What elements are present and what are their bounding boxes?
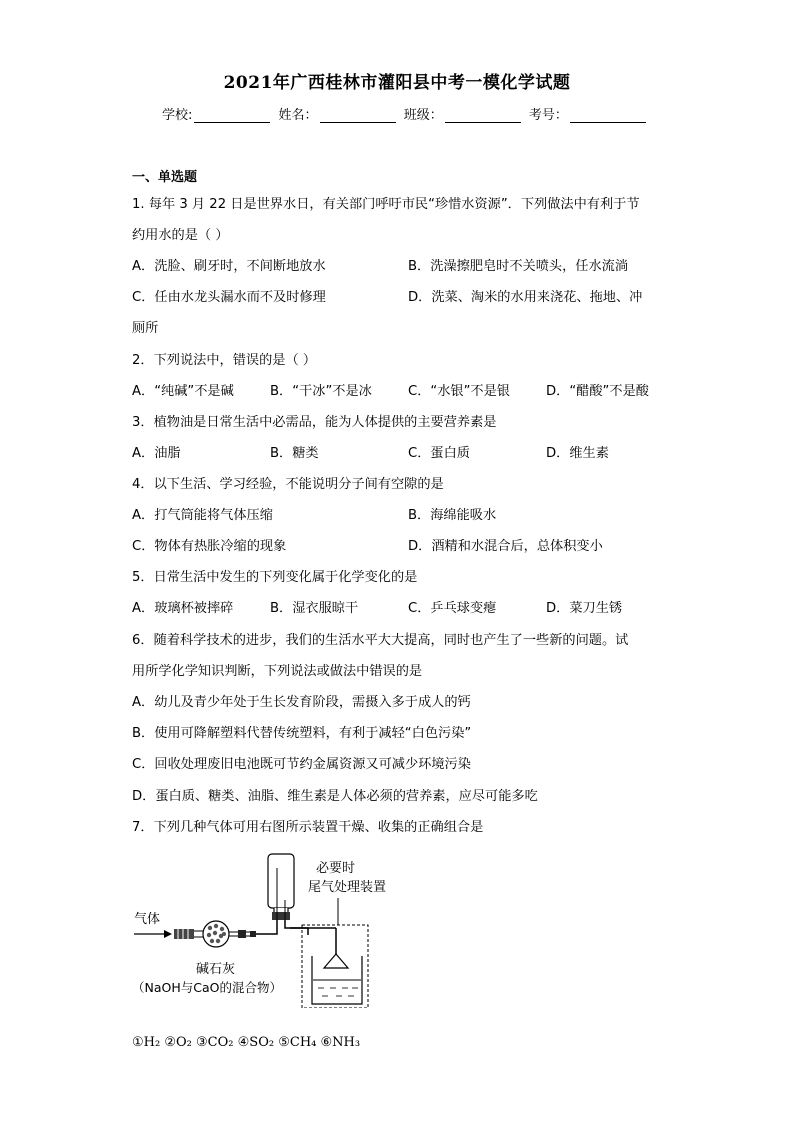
name-label: 姓名： [278,108,318,123]
q1-stem-line1: 1. 每年 3 月 22 日是世界水日，有关部门呼吁市民“珍惜水资源”．下列做法中有利于节 [132,197,640,212]
drying-tube-inlet [174,929,194,939]
apparatus-diagram [130,848,410,1008]
q7-stem: 7．下列几种气体可用右图所示装置干燥、收集的正确组合是 [132,820,484,835]
exam-title: 2021年广西桂林市灌阳县中考一模化学试题 [223,73,571,93]
q3-stem: 3．植物油是日常生活中必需品，能为人体提供的主要营养素是 [132,415,497,430]
inverted-funnel [324,954,348,968]
q1-stem-line2: 约用水的是（ ） [132,228,229,243]
q6-stem-line2: 用所学化学知识判断，下列说法或做法中错误的是 [132,664,423,679]
q2-stem: 2．下列说法中，错误的是（ ） [132,353,317,368]
beaker-liquid [318,988,358,996]
q5-option-a[interactable]: A．玻璃杯被摔碎 [132,601,234,616]
gas-option: ④SO₂ [237,1035,275,1050]
section-heading: 一、单选题 [132,170,198,185]
q3-option-d[interactable]: D．维生素 [546,446,609,461]
absorbent-label: 碱石灰 [196,962,236,977]
school-label: 学校: [162,108,193,123]
q1-option-d-cont: 厕所 [132,321,159,336]
note-line1: 必要时 [316,861,356,876]
gas-option: ③CO₂ [196,1035,234,1050]
absorbent-note: （NaOH与CaO的混合物） [132,980,282,995]
school-blank[interactable] [194,108,270,123]
q1-option-a[interactable]: A．洗脸、刷牙时，不间断地放水 [132,259,326,274]
student-info-row [162,104,650,123]
q6-option-c[interactable]: C．回收处理废旧电池既可节约金属资源又可减少环境污染 [132,757,471,772]
gas-option: ②O₂ [164,1035,192,1050]
q2-option-d[interactable]: D．“醋酸”不是酸 [546,384,649,399]
q2-option-a[interactable]: A．“纯碱”不是碱 [132,384,234,399]
gas-option: ①H₂ [132,1035,161,1050]
gas-option: ⑤CH₄ [278,1035,317,1050]
q5-option-c[interactable]: C．乒乓球变瘪 [408,601,497,616]
bottle-stopper [272,912,290,920]
q3-option-b[interactable]: B．糖类 [270,446,319,461]
q4-option-c[interactable]: C．物体有热胀冷缩的现象 [132,539,287,554]
collection-bottle [268,854,294,908]
q1-option-b[interactable]: B．洗澡擦肥皂时不关喷头，任水流淌 [408,259,629,274]
q2-option-b[interactable]: B．“干冰”不是冰 [270,384,372,399]
number-blank[interactable] [570,108,646,123]
note-line2: 尾气处理装置 [308,880,387,895]
q6-option-a[interactable]: A．幼儿及青少年处于生长发育阶段，需摄入多于成人的钙 [132,695,471,710]
gas-options [132,1035,360,1050]
q3-option-a[interactable]: A．油脂 [132,446,181,461]
number-label: 考号： [528,108,568,123]
q4-option-b[interactable]: B．海绵能吸水 [408,508,497,523]
q6-stem-line1: 6．随着科学技术的进步，我们的生活水平大大提高，同时也产生了一些新的问题。试 [132,633,629,648]
q4-stem: 4．以下生活、学习经验，不能说明分子间有空隙的是 [132,477,444,492]
class-label: 班级： [403,108,443,123]
q3-option-c[interactable]: C．蛋白质 [408,446,470,461]
arrow-head [164,930,172,938]
q1-option-d[interactable]: D．洗菜、淘米的水用来浇花、拖地、冲 [408,290,643,305]
q1-option-c[interactable]: C．任由水龙头漏水而不及时修理 [132,290,326,305]
q4-option-d[interactable]: D．酒精和水混合后，总体积变小 [408,539,603,554]
gas-label: 气体 [134,912,161,927]
q6-option-b[interactable]: B．使用可降解塑料代替传统塑料，有利于减轻“白色污染” [132,726,472,741]
q5-option-b[interactable]: B．湿衣服晾干 [270,601,359,616]
class-blank[interactable] [445,108,521,123]
name-blank[interactable] [320,108,396,123]
q5-stem: 5．日常生活中发生的下列变化属于化学变化的是 [132,570,418,585]
q4-option-a[interactable]: A．打气筒能将气体压缩 [132,508,273,523]
q6-option-d[interactable]: D．蛋白质、糖类、油脂、维生素是人体必须的营养素，应尽可能多吃 [132,789,538,804]
gas-option: ⑥NH₃ [320,1035,361,1050]
q5-option-d[interactable]: D．菜刀生锈 [546,601,623,616]
q2-option-c[interactable]: C．“水银”不是银 [408,384,510,399]
rubber-connector [250,931,256,937]
